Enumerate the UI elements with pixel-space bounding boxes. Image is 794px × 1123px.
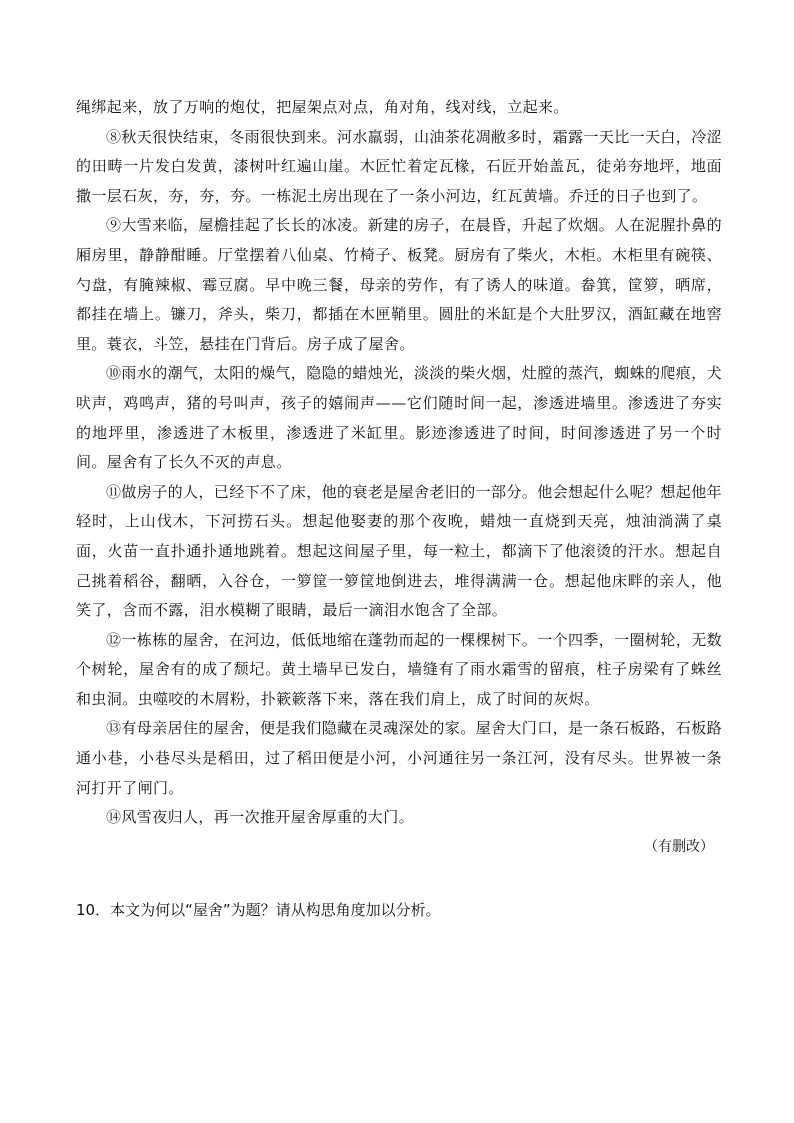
paragraph-14: ⑭风雪夜归人，再一次推开屋舍厚重的大门。: [106, 808, 415, 827]
paragraph-7-end: 绳绑起来，放了万响的炮仗，把屋架点对点，角对角，线对线，立起来。: [76, 98, 569, 116]
article-body: [76, 93, 722, 862]
paragraph-12: ⑫一栋栋的屋舍，在河边，低低地缩在蓬勃而起的一棵棵树下。一个四季，一圈树轮，无数个树轮，屋舍有的成了颓圮。黄土墙早已发白，墙缝有了雨水霜雪的留痕，柱子房梁有了蛛丝和虫洞。虫噬咬的木屑粉，扑簌簌落下来，落在我们肩上，成了时间的灰烬。: [76, 630, 723, 708]
paragraph-13: ⑬有母亲居住的屋舍，便是我们隐藏在灵魂深处的家。屋舍大门口，是一条石板路，石板路通小巷，小巷尽头是稻田，过了稻田便是小河，小河通往另一条江河，没有尽头。世界被一条河打开了闸门。: [76, 719, 723, 797]
paragraph-8: ⑧秋天很快结束，冬雨很快到来。河水羸弱，山油茶花凋敝多时，霜露一天比一天白，冷涩的田畴一片发白发黄，漆树叶红遍山崖。木匠忙着定瓦椽，石匠开始盖瓦，徒弟夯地坪，地面撒一层石灰，夯，夯，夯。一栋泥土房出现在了一条小河边，红瓦黄墙。乔迁的日子也到了。: [76, 127, 723, 205]
paragraph-11: ⑪做房子的人，已经下不了床，他的衰老是屋舍老旧的一部分。他会想起什么呢？想起他年轻时，上山伐木，下河捞石头。想起他娶妻的那个夜晚，蜡烛一直烧到天亮，烛油淌满了桌面，火苗一直扑通扑通地跳着。想起这间屋子里，每一粒土，都滴下了他滚烫的汗水。想起自己挑着稻谷，翻晒，入谷仓，一箩筐一箩筐地倒进去，堆得满满一仓。想起他床畔的亲人，他笑了，含而不露，泪水模糊了眼睛，最后一滴泪水饱含了全部。: [76, 482, 723, 620]
paragraph-10: ⑩雨水的潮气，太阳的燥气，隐隐的蜡烛光，淡淡的柴火烟，灶膛的蒸汽，蜘蛛的爬痕，犬吠声，鸡鸣声，猪的号叫声，孩子的嬉闹声——它们随时间一起，渗透进墙里。渗透进了夯实的地坪里，渗透进了木板里，渗透进了米缸里。影迹渗透进了时间，时间渗透进了另一个时间。屋舍有了长久不灭的声息。: [76, 364, 723, 472]
question-10: 10．本文为何以“屋舍”为题？请从构思角度加以分析。: [76, 901, 441, 919]
paragraph-9: ⑨大雪来临，屋檐挂起了长长的冰凌。新建的房子，在晨昏，升起了炊烟。人在泥腥扑鼻的厢房里，静静酣睡。厅堂摆着八仙桌、竹椅子、板凳。厨房有了柴火，木柜。木柜里有碗筷、勺盘，有腌辣椒、霉豆腐。早中晚三餐，母亲的劳作，有了诱人的味道。畚箕，筐箩，晒席，都挂在墙上。镰刀，斧头，柴刀，都插在木匣鞘里。圆肚的米缸是个大肚罗汉，酒缸藏在地窖里。蓑衣，斗笠，悬挂在门背后。房子成了屋舍。: [76, 216, 723, 353]
source-note: （有删改）: [644, 838, 714, 855]
